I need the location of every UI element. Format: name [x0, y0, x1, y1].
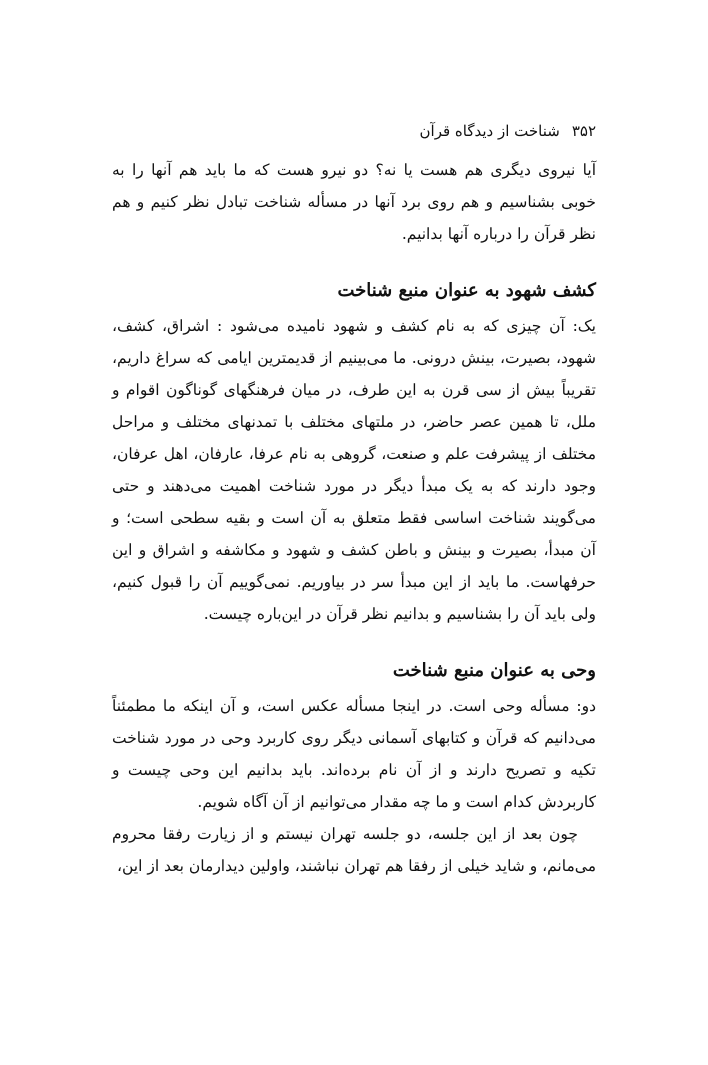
- section-title-revelation: وحی به عنوان منبع شناخت: [392, 660, 596, 681]
- section-title-intuition: کشف شهود به عنوان منبع شناخت: [337, 280, 596, 301]
- section-paragraph-revelation: دو: مسأله وحی است. در اینجا مسأله عکس است، و آن اینکه ما مطمئناً می‌دانیم که قرآن و کتابهای آسمانی دیگر روی کاربرد وحی در مورد شناخت تکیه و تصریح دارند و از آن نام برده‌اند. باید بدانیم این وحی چیست و کاربردش کدام است و ما چه مقدار می‌توانیم از آن آگاه شویم.: [112, 697, 596, 811]
- closing-paragraph: چون بعد از این جلسه، دو جلسه تهران نیستم و از زیارت رفقا محروم می‌مانم، و شاید خیلی از رفقا هم تهران نباشند، واولین دیدارمان بعد از این،: [112, 825, 596, 875]
- section-paragraph-intuition: یک: آن چیزی که به نام کشف و شهود نامیده می‌شود : اشراق، کشف، شهود، بصیرت، بینش درونی. ما می‌بینیم از قدیمترین ایامی که سراغ داریم، تقریباً بیش از سی قرن به این طرف، در میان فرهنگهای گوناگون اقوام و ملل، تا همین عصر حاضر، در ملتهای مختلف با تمدنهای مختلف و مراحل مختلف از پیشرفت علم و صنعت، گروهی به نام عرفا، عارفان، اهل عرفان، وجود دارند که به یک مبدأ دیگر در مورد شناخت اهمیت می‌دهند و حتی می‌گویند شناخت اساسی فقط متعلق به آن است و بقیه سطحی است؛ و آن مبدأ، بصیرت و بینش و باطن کشف و شهود و مکاشفه و اشراق و این حرفهاست. ما باید از این مبدأ سر در بیاوریم. نمی‌گوییم آن را قبول کنیم، ولی باید آن را بشناسیم و بدانیم نظر قرآن در این‌باره چیست.: [112, 317, 596, 623]
- page-number: ۳۵۲: [571, 122, 596, 140]
- page-header: [112, 118, 596, 144]
- running-title: شناخت از دیدگاه قرآن: [419, 122, 560, 140]
- book-page: [112, 118, 596, 882]
- intro-paragraph: آیا نیروی دیگری هم هست یا نه؟ دو نیرو هست که ما باید هم آنها را به خوبی بشناسیم و هم روی برد آنها در مسأله شناخت تبادل نظر کنیم و هم نظر قرآن را درباره آنها بدانیم.: [112, 161, 596, 243]
